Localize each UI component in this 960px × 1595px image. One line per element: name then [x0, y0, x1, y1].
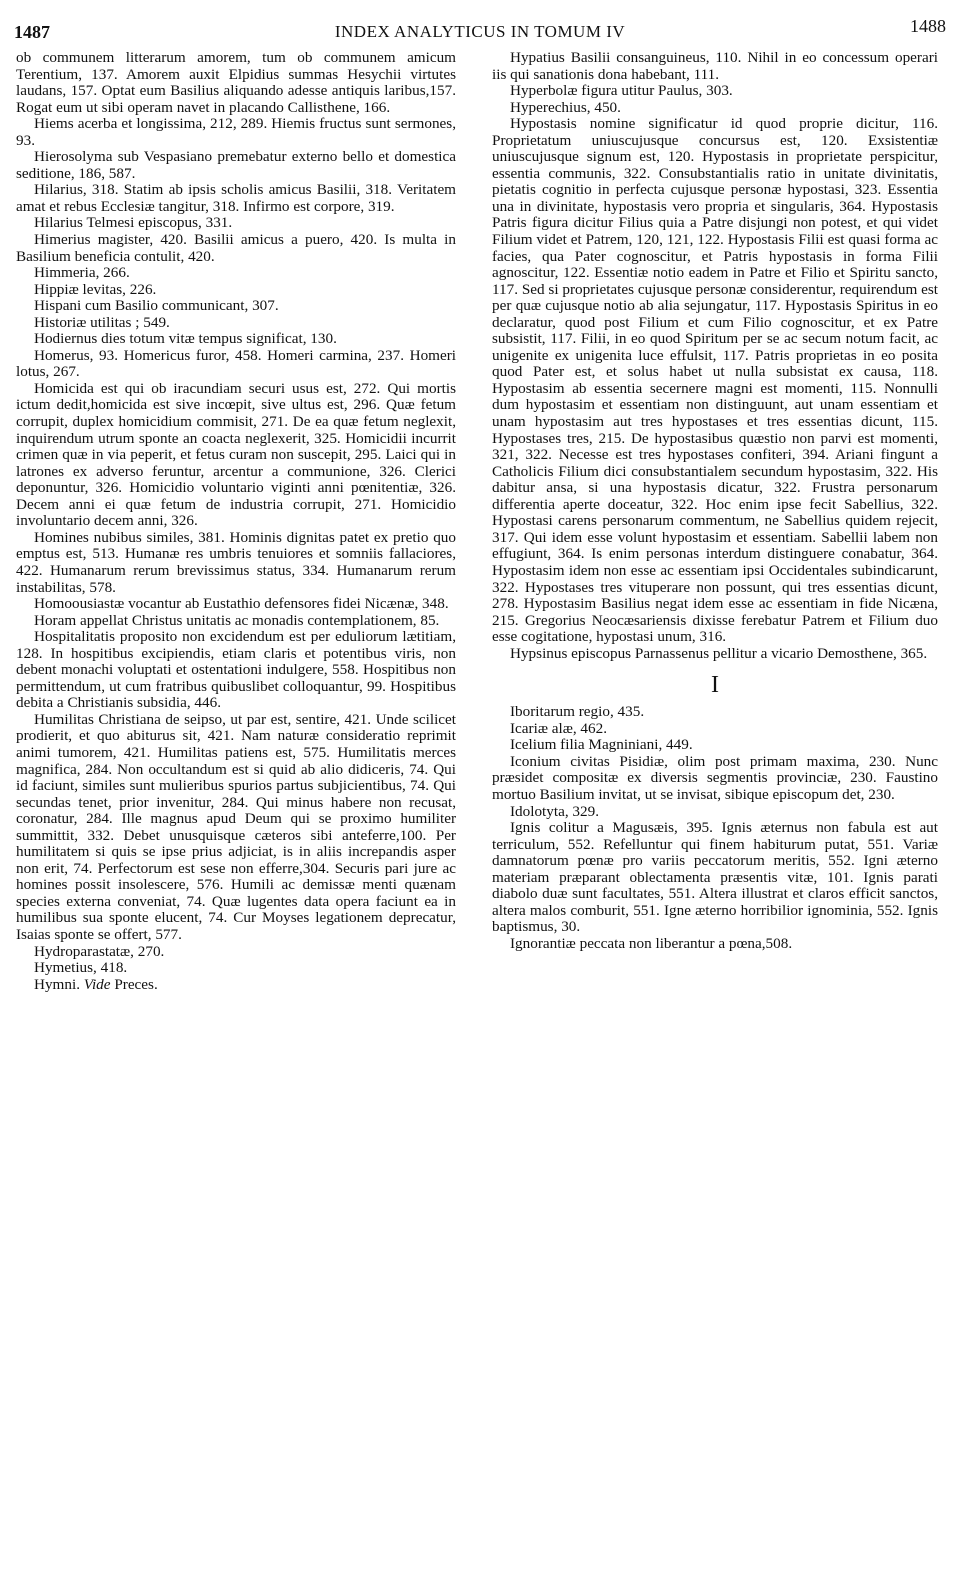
- index-entry: Hispani cum Basilio communicant, 307.: [34, 297, 279, 315]
- index-entry: Hymetius, 418.: [34, 959, 128, 977]
- index-entry: Himerius magister, 420. Basilii amicus a puero, 420. Is multa in Basilium beneficia contulit, 420.: [16, 231, 456, 265]
- right-column: [492, 50, 938, 952]
- index-entry: Hilarius, 318. Statim ab ipsis scholis amicus Basilii, 318. Veritatem amat et rebus Ecclesiæ tangitur, 318. Infirmo est corpore, 319.: [16, 181, 456, 215]
- page-number-left: 1487: [14, 22, 50, 42]
- index-entry: Himmeria, 266.: [34, 264, 130, 282]
- index-entry: Homines nubibus similes, 381. Hominis dignitas patet ex pretio quo emptus est, 513. Humanæ res umbris tenuiores et somniis fallaciores, 422. Humanarum rerum brevissimus status, 334. Humanarum rerum instabilitas, 578.: [16, 528, 456, 596]
- index-entry: Iconium civitas Pisidiæ, olim post primam maxima, 230. Nunc præsidet compositæ ex diversis segmentis provinciæ, 230. Faustino mortuo Basilium invitat, ut se invisat, sibique episcopum det, 230.: [492, 752, 938, 803]
- index-entry: Hyperbolæ figura utitur Paulus, 303.: [510, 82, 733, 100]
- page-header: [0, 0, 960, 46]
- index-entry: Hypostasis nomine significatur id quod proprie dicitur, 116. Proprietatum uniuscujusque concursus est, 120. Exsistentiæ uniuscujusque signum est, 120. Hypostasis in proprietate perspicitur, essentia communis, 322. Consubstantialis ratio in unitate divinitatis, pietatis cognitio in perfecta cujusque personæ hypostasi, 323. Essentia una in divinitate, hypostasis vero propria et singularis, 364. Hypostasis Patris figura dicitur Filius quia a Patre disjungi non potest, et qui videt Filium videt et Patrem, 120, 121, 122. Hypostasis Filii est quasi forma ac facies, qua Pater cognoscitur, et Patris hypostasis in forma Filii agnoscitur, 122. Essentiæ notio eadem in Patre et Filio et Spiritu sancto, 117. Sed si proprietates cujusque personæ considerentur, requirendum est per quæ cujusque notio ab alia sejungatur, 117. Hypostasis Spiritus in eo declaratur, quod post Filium et cum Filio cognoscitur, et ex Patre subsistit, 117. Filii, in eo quod Spiritum per se ac secum notum facit, ac unigenite ex unigenita luce effulsit, 117. Patris proprietas in eo posita quod Pater est, et solus habet ut nulla subsistat ex causa, 118. Hypostasim ab essentia secernere magni est momenti, 115. Nonnulli dum hypostasim et essentiam non distinguunt, aut unam essentiam et unam hypostasim aut tres hypostases et tres essentias dicunt, 115. Hypostases tres, 215. De hypostasibus quæstio non parvi est momenti, 321, 322. Necesse est tres hypostases confiteri, 394. Ariani fingunt a Catholicis Filium dici consubstantialem secundum hypostasim, 322. His dabitur ansa, si una hypostasis dicatur, 322. Frustra personarum differentia aperte doceatur, 322. Hoc enim ipse fecit Sabellius, 322. Hypostasi carens personarum commentum, ne Sabellius quidem rejecit, 317. Qui idem esse volunt hypostasim et essentiam. Sabellii labem non effugiunt, 364. Is enim personas interdum distinguere conabatur, 364. Hypostasim idem non esse ac essentiam ipsi Occidentales subindicarunt, 322. Hypostases tres vituperare non possunt, qui tres essentias dicunt, 278. Hypostasim Basilius negat idem esse ac essentiam in fide Nicæna, 215. Gregorius Neocæsariensis dixisse ferebatur Patrem et Filium duo esse cogitatione, hypostasi unum, 316.: [492, 115, 938, 646]
- index-entry: Hypsinus episcopus Parnassenus pellitur a vicario Demosthene, 365.: [510, 644, 928, 662]
- index-entry: Hiems acerba et longissima, 212, 289. Hiemis fructus sunt sermones, 93.: [16, 115, 456, 149]
- index-entry: Homicida est qui ob iracundiam securi usus est, 272. Qui mortis ictum dedit,homicida est sive incœpit, sive ultus est, 296. Quæ fetum corrupit, duplex homicidium commisit, 271. De ea quæ fetum neglexit, inquirendum utrum sponte an coacta neglexerit, 325. Homicidii incurrit crimen quæ in via peperit, et fetus curam non suscepit, 295. Laici qui in latrones ex adverso feruntur, arcentur a communione, 326. Clerici deponuntur, 326. Homicidio voluntario viginti anni pœnitentiæ, 326. Decem anni ei quæ fetum de industria corrupit, 271. Homicidio involuntario decem anni, 326.: [16, 379, 456, 530]
- index-entry: Icariæ alæ, 462.: [510, 719, 608, 737]
- index-entry: Idolotyta, 329.: [510, 802, 600, 820]
- index-entry: Historiæ utilitas ; 549.: [34, 313, 170, 331]
- entry-text: Hymni.: [34, 975, 84, 993]
- section-letter-heading: I: [711, 672, 719, 699]
- index-entry: Humilitas Christiana de seipso, ut par est, sentire, 421. Unde scilicet prodierit, et quo abiturus sit, 421. Nam naturæ consideratio reprimit animi tumorem, 421. Humilitas patiens est, 575. Humilitatis merces magnifica, 284. Non occultandum est si quid ab alio didiceris, 74. Qui id faciunt, similes sunt mulieribus spurios partus subjicientibus, 74. Qui secundas tenet, prior invenitur, 284. Qui minus habere non recusat, coronatur, 284. Ille magnus apud Deum qui se proximo humiliter summittit, 332. Debet unusquisque cæteros sibi anteferre,100. Per humilitatem si quis se ipse prius adjiciat, is in aliis increpandis asper non erit, 74. Perfectorum est sese non efferre,304. Securis pari jure ac homines possit insolescere, 576. Humili ac demissæ menti quænam species externa conveniat, 74. Quæ lugentes data opera faciunt ea in humilibus sua sponte elucent, 74. Cur Moyses legationem deprecatur, Isaias sponte se offert, 577.: [16, 710, 456, 943]
- index-entry: Iboritarum regio, 435.: [510, 703, 645, 721]
- index-entry: Hodiernus dies totum vitæ tempus significat, 130.: [34, 330, 337, 348]
- index-entry: ob communem litterarum amorem, tum ob communem amicum Terentium, 137. Amorem auxit Elpidius summas Hesychii virtutes laudans, 157. Optat eum Basilius aliquando adesse antiquis laribus,157. Rogat eum ut sibi operam navet in placando Callisthene, 166.: [16, 49, 456, 116]
- entry-text: Preces.: [110, 975, 158, 993]
- index-entry: Hyperechius, 450.: [510, 98, 621, 116]
- page-number-right: 1488: [910, 16, 946, 36]
- index-entry: Hilarius Telmesi episcopus, 331.: [34, 214, 233, 232]
- running-title: INDEX ANALYTICUS IN TOMUM IV: [334, 22, 626, 41]
- index-entry: Homoousiastæ vocantur ab Eustathio defensores fidei Nicænæ, 348.: [34, 595, 449, 613]
- left-column: [16, 50, 456, 993]
- vide-label: Vide: [83, 975, 111, 993]
- index-entry: Icelium filia Magniniani, 449.: [510, 736, 693, 754]
- index-entry: Ignis colitur a Magusæis, 395. Ignis æternus non fabula est aut terriculum, 552. Refelluntur qui finem habiturum putat, 551. Variæ damnatorum pœnæ pro variis peccatorum meritis, 552. Igni æterno materiam præparant oblectamenta præsentis vitæ, 101. Ignis parati diabolo duæ sunt facultates, 551. Altera illustrat et claros efficit sanctos, altera malos comburit, 551. Igne æterno horribilior ignominia, 552. Ignis baptismus, 30.: [492, 819, 938, 936]
- index-entry: Horam appellat Christus unitatis ac monadis contemplationem, 85.: [34, 611, 440, 629]
- index-entry-cross-reference: [16, 977, 456, 994]
- index-entry: Ignorantiæ peccata non liberantur a pœna,508.: [510, 934, 793, 952]
- index-entry: Hippiæ levitas, 226.: [34, 280, 157, 298]
- index-entry: Homerus, 93. Homericus furor, 458. Homeri carmina, 237. Homeri lotus, 267.: [16, 346, 456, 381]
- index-entry: Hypatius Basilii consanguineus, 110. Nihil in eo concessum operari iis qui sanationis dona habebant, 111.: [492, 49, 938, 83]
- index-entry: Hospitalitatis proposito non excidendum est per eduliorum lætitiam, 128. In hospitibus excipiendis, etiam claris et potentibus viris, non debent monachi voluptati et ostentationi indulgere, 558. Hospitibus non permittendum, ut cum fratribus quibuslibet colloquantur, 99. Hospitibus debita a Christianis subsidia, 446.: [16, 628, 456, 712]
- index-entry: Hydroparastatæ, 270.: [34, 942, 165, 960]
- index-entry: Hierosolyma sub Vespasiano premebatur externo bello et domestica seditione, 186, 587.: [16, 148, 456, 182]
